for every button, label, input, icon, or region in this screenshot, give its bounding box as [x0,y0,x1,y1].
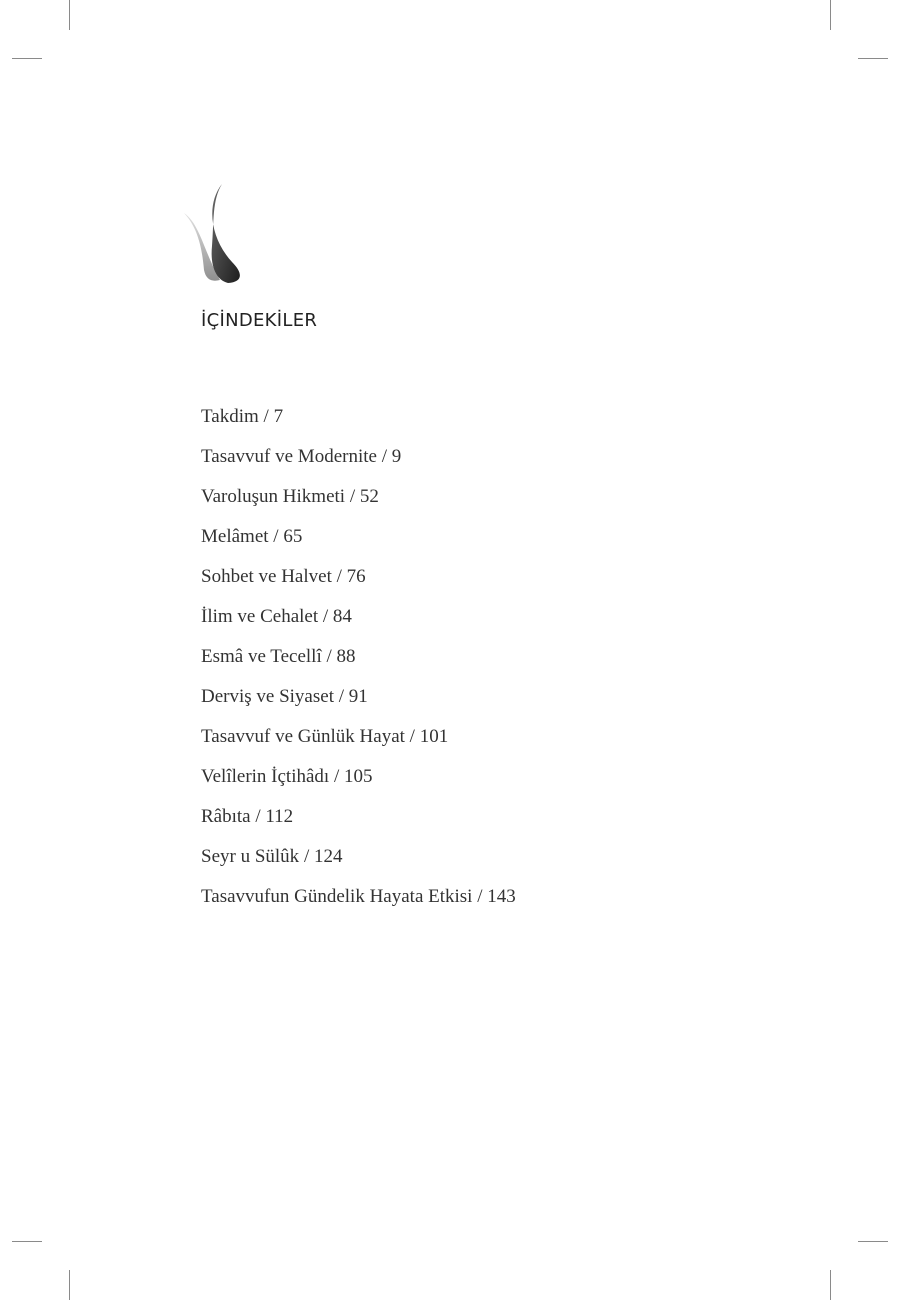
table-of-contents [201,404,516,924]
toc-entry-title: Esmâ ve Tecellî [201,646,322,667]
crop-mark-top-left-horizontal [12,58,42,59]
crop-mark-top-right-horizontal [858,58,888,59]
toc-heading: İÇİNDEKİLER [201,310,318,331]
crop-mark-bottom-left-horizontal [12,1241,42,1242]
toc-entry: Melâmet / 65 [201,526,303,547]
toc-entry-title: Varoluşun Hikmeti [201,486,346,507]
crop-mark-top-left-vertical [69,0,70,30]
toc-entry-title: Melâmet [201,526,269,547]
toc-entry-title: Tasavvuf ve Günlük Hayat [201,726,405,747]
toc-entry-page: 105 [344,766,373,787]
toc-entry-page: 9 [391,446,402,467]
toc-entry: Râbıta / 112 [201,806,294,827]
toc-entry-page: 88 [336,646,356,667]
toc-entry-title: Sohbet ve Halvet [201,566,332,587]
toc-entry-page: 112 [265,806,294,827]
toc-entry: Takdim / 7 [201,406,284,427]
toc-entry-title: İlim ve Cehalet [201,606,319,627]
toc-entry-page: 124 [313,846,343,867]
toc-entry-page: 91 [348,686,368,707]
crop-mark-bottom-left-vertical [69,1270,70,1300]
toc-entry: Tasavvuf ve Günlük Hayat / 101 [201,726,449,747]
toc-entry-page: 7 [273,406,284,427]
toc-entry: Tasavvuf ve Modernite / 9 [201,446,402,467]
flame-ornament-icon [182,182,252,286]
toc-entry: Tasavvufun Gündelik Hayata Etkisi / 143 [201,886,516,907]
crop-mark-top-right-vertical [830,0,831,30]
toc-entry: Esmâ ve Tecellî / 88 [201,646,356,667]
toc-entry: Derviş ve Siyaset / 91 [201,686,368,707]
toc-entry: Sohbet ve Halvet / 76 [201,566,366,587]
toc-entry-title: Takdim [201,406,259,427]
toc-entry-page: 52 [359,486,379,507]
toc-entry-title: Seyr u Sülûk [201,846,300,867]
toc-entry-page: 143 [487,886,516,907]
toc-entry: Seyr u Sülûk / 124 [201,846,343,867]
toc-entry-page: 76 [346,566,366,587]
toc-entry-page: 65 [283,526,303,547]
toc-entry-page: 101 [419,726,449,747]
toc-entry-title: Râbıta [201,806,251,827]
toc-entry: İlim ve Cehalet / 84 [201,606,352,627]
crop-mark-bottom-right-vertical [830,1270,831,1300]
toc-entry-title: Tasavvufun Gündelik Hayata Etkisi [201,886,473,907]
toc-entry: Varoluşun Hikmeti / 52 [201,486,379,507]
crop-mark-bottom-right-horizontal [858,1241,888,1242]
toc-entry-title: Derviş ve Siyaset [201,686,334,707]
toc-entry: Velîlerin İçtihâdı / 105 [201,766,373,787]
toc-entry-title: Velîlerin İçtihâdı [201,766,330,787]
toc-entry-title: Tasavvuf ve Modernite [201,446,377,467]
toc-entry-page: 84 [332,606,352,627]
